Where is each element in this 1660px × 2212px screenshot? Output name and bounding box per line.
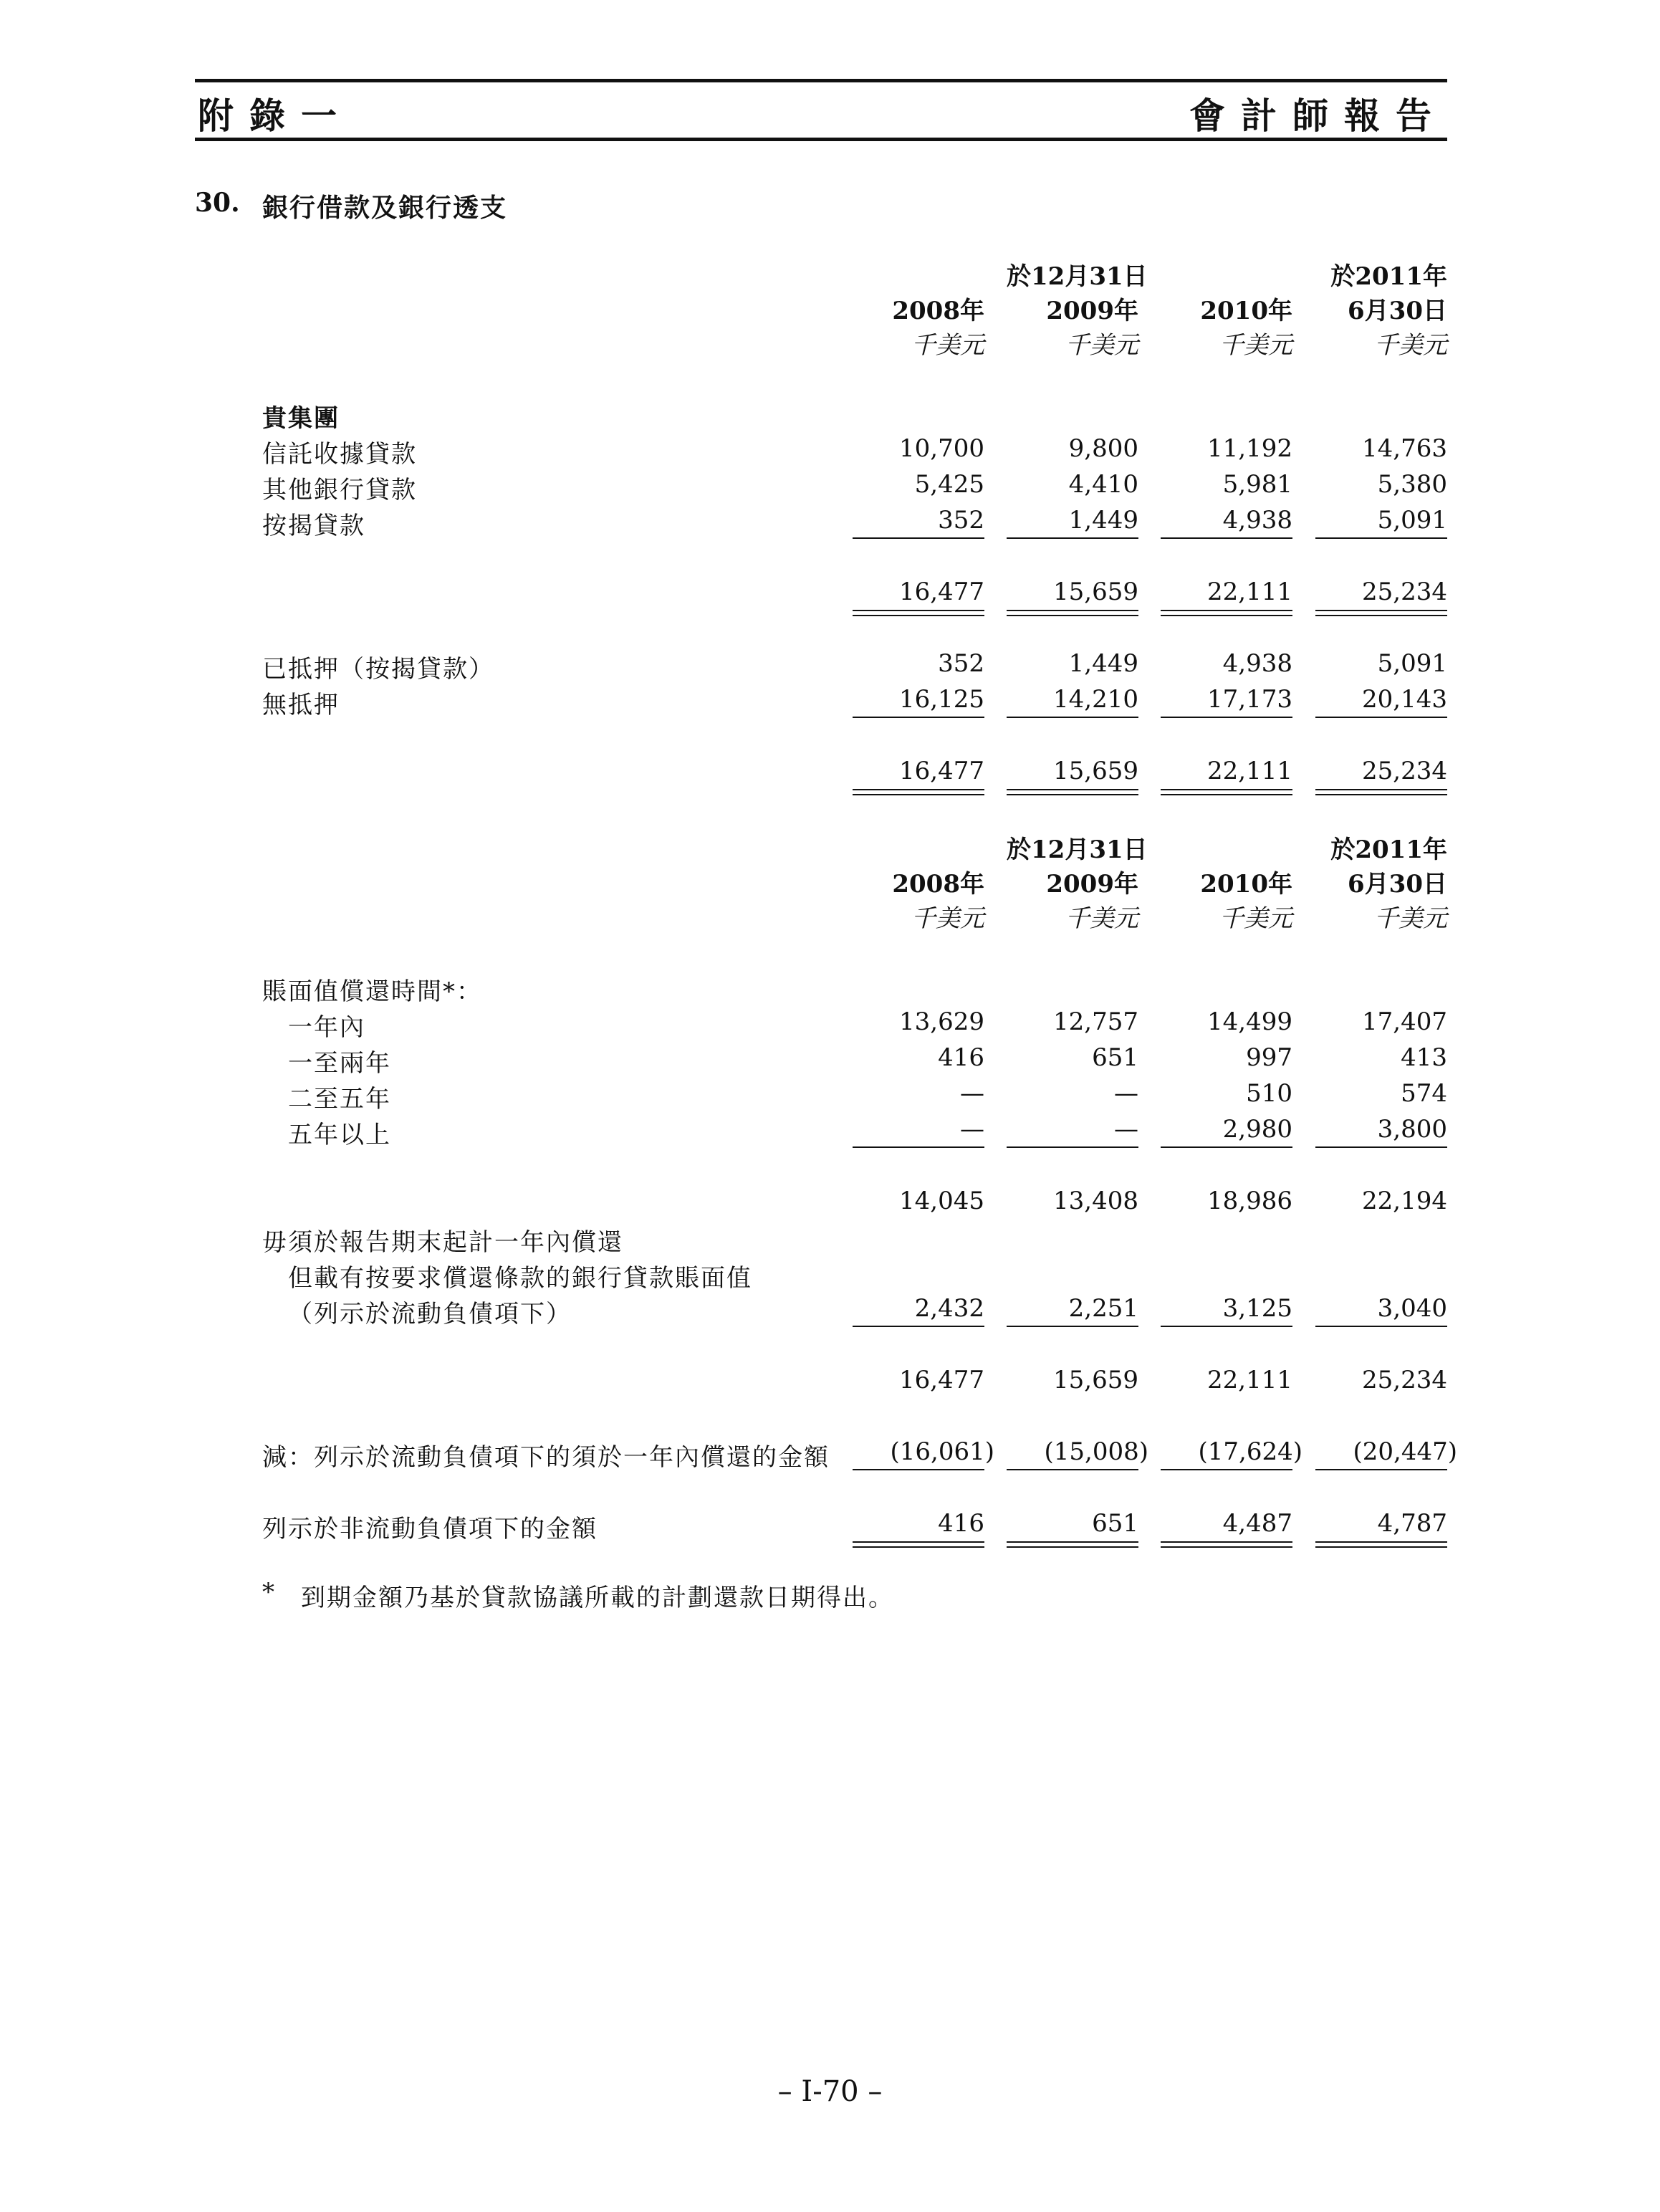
- cell-2008: —: [960, 1079, 984, 1108]
- subtotal-rule: [1315, 717, 1447, 718]
- double-rule: [1315, 789, 1447, 790]
- double-rule: [1315, 615, 1447, 616]
- header-unit: 千美元: [1219, 904, 1292, 933]
- double-rule: [853, 789, 984, 790]
- total-2009: 651: [1092, 1509, 1138, 1538]
- double-rule: [1315, 610, 1447, 611]
- header-year-2010: 2010年: [1200, 870, 1292, 899]
- cell-2011: 5,091: [1377, 506, 1447, 535]
- header-unit: 千美元: [911, 331, 984, 360]
- cell-2008: (16,061): [890, 1437, 994, 1466]
- header-last-label: 於2011年: [1330, 262, 1447, 291]
- row-label: 二至五年: [288, 1085, 391, 1114]
- header-date-2011: 6月30日: [1348, 297, 1447, 325]
- total-2011: 25,234: [1362, 1366, 1447, 1394]
- cell-2011: (20,447): [1353, 1437, 1457, 1466]
- row-label: 信託收據貸款: [262, 440, 417, 469]
- double-rule: [1161, 615, 1292, 616]
- cell-2011: 14,763: [1362, 434, 1447, 463]
- cell-2011: 574: [1401, 1079, 1447, 1108]
- double-rule: [1007, 789, 1138, 790]
- cell-2011: 5,091: [1377, 649, 1447, 678]
- header-unit: 千美元: [911, 904, 984, 933]
- header-rule-top: [195, 79, 1447, 82]
- total-2010: 22,111: [1207, 1366, 1292, 1394]
- header-year-2009: 2009年: [1046, 297, 1138, 325]
- header-year-2008: 2008年: [892, 297, 984, 325]
- subtotal-rule: [1315, 1469, 1447, 1470]
- cell-2008: 352: [938, 506, 984, 535]
- header-date-2011: 6月30日: [1348, 870, 1447, 899]
- double-rule: [1161, 610, 1292, 611]
- cell-2008: 5,425: [914, 470, 984, 499]
- report-title: 會計師報告: [1189, 95, 1447, 137]
- total-2008: 16,477: [899, 1366, 984, 1394]
- subtotal-rule: [853, 537, 984, 539]
- cell-2011: 17,407: [1362, 1007, 1447, 1036]
- subtotal-rule: [853, 1326, 984, 1327]
- cell-2009: 651: [1092, 1043, 1138, 1072]
- double-rule: [853, 610, 984, 611]
- subtotal-rule: [853, 1146, 984, 1148]
- cell-2009: 1,449: [1068, 506, 1138, 535]
- double-rule: [1161, 1541, 1292, 1543]
- header-unit: 千美元: [1065, 904, 1138, 933]
- total-2011: 4,787: [1377, 1509, 1447, 1538]
- subtotal-2010: 18,986: [1207, 1187, 1292, 1215]
- double-rule: [1007, 1546, 1138, 1548]
- cell-2011: 5,380: [1377, 470, 1447, 499]
- row-label: 列示於非流動負債項下的金額: [262, 1515, 598, 1543]
- cell-2009: (15,008): [1044, 1437, 1148, 1466]
- cell-2011: 3,800: [1377, 1115, 1447, 1144]
- cell-2008: 10,700: [899, 434, 984, 463]
- double-rule: [1007, 1541, 1138, 1543]
- row-label-cont: （列示於流動負債項下）: [288, 1300, 572, 1328]
- row-label: 按揭貸款: [262, 512, 365, 540]
- cell-2010: 3,125: [1222, 1294, 1292, 1323]
- subtotal-rule: [853, 717, 984, 718]
- header-year-2010: 2010年: [1200, 297, 1292, 325]
- total-2009: 15,659: [1053, 1366, 1138, 1394]
- cell-2009: 9,800: [1068, 434, 1138, 463]
- row-label: 一至兩年: [288, 1049, 391, 1078]
- double-rule: [853, 794, 984, 795]
- cell-2010: 2,980: [1222, 1115, 1292, 1144]
- subtotal-rule: [1161, 1326, 1292, 1327]
- total-2008: 16,477: [899, 578, 984, 606]
- cell-2010: 11,192: [1207, 434, 1292, 463]
- cell-2010: 510: [1246, 1079, 1292, 1108]
- subtotal-rule: [1007, 1326, 1138, 1327]
- cell-2011: 3,040: [1377, 1294, 1447, 1323]
- header-unit: 千美元: [1374, 904, 1447, 933]
- cell-2011: 20,143: [1362, 685, 1447, 714]
- header-last-label: 於2011年: [1330, 836, 1447, 864]
- total-2010: 22,111: [1207, 757, 1292, 785]
- subtotal-rule: [1161, 1469, 1292, 1470]
- double-rule: [1007, 615, 1138, 616]
- cell-2009: 4,410: [1068, 470, 1138, 499]
- section-number: 30.: [195, 188, 240, 218]
- total-2011: 25,234: [1362, 578, 1447, 606]
- double-rule: [1161, 1546, 1292, 1548]
- subtotal-2008: 14,045: [899, 1187, 984, 1215]
- total-2009: 15,659: [1053, 578, 1138, 606]
- row-label-cont: 但載有按要求償還條款的銀行貸款賬面值: [288, 1264, 752, 1293]
- header-year-2008: 2008年: [892, 870, 984, 899]
- subtotal-rule: [1007, 717, 1138, 718]
- subtotal-rule: [1315, 1326, 1447, 1327]
- double-rule: [1007, 610, 1138, 611]
- cell-2008: —: [960, 1115, 984, 1144]
- double-rule: [1161, 789, 1292, 790]
- double-rule: [1161, 794, 1292, 795]
- total-2008: 16,477: [899, 757, 984, 785]
- row-label: 毋須於報告期末起計一年內償還: [262, 1228, 623, 1257]
- cell-2010: 14,499: [1207, 1007, 1292, 1036]
- total-2011: 25,234: [1362, 757, 1447, 785]
- header-rule-bottom: [195, 138, 1447, 141]
- subtotal-rule: [1161, 1146, 1292, 1148]
- appendix-title: 附錄一: [198, 95, 352, 137]
- subtotal-rule: [1161, 537, 1292, 539]
- cell-2010: 5,981: [1222, 470, 1292, 499]
- row-label: 減：列示於流動負債項下的須於一年內償還的金額: [262, 1443, 830, 1472]
- total-2010: 22,111: [1207, 578, 1292, 606]
- maturity-heading: 賬面值償還時間*：: [262, 977, 482, 1006]
- header-unit: 千美元: [1374, 331, 1447, 360]
- header-unit: 千美元: [1065, 331, 1138, 360]
- row-label: 其他銀行貸款: [262, 476, 417, 504]
- total-2010: 4,487: [1222, 1509, 1292, 1538]
- cell-2011: 413: [1401, 1043, 1447, 1072]
- cell-2008: 416: [938, 1043, 984, 1072]
- double-rule: [1007, 794, 1138, 795]
- subtotal-rule: [853, 1469, 984, 1470]
- header-group-label: 於12月31日: [1007, 836, 1148, 864]
- cell-2010: (17,624): [1198, 1437, 1302, 1466]
- section-title: 銀行借款及銀行透支: [262, 193, 508, 223]
- subtotal-rule: [1161, 717, 1292, 718]
- subtotal-rule: [1315, 537, 1447, 539]
- cell-2010: 4,938: [1222, 506, 1292, 535]
- cell-2010: 997: [1246, 1043, 1292, 1072]
- subtotal-2009: 13,408: [1053, 1187, 1138, 1215]
- cell-2009: 14,210: [1053, 685, 1138, 714]
- footnote-mark: *: [262, 1578, 274, 1607]
- subtotal-rule: [1007, 537, 1138, 539]
- row-label: 已抵押（按揭貸款）: [262, 655, 494, 684]
- cell-2008: 13,629: [899, 1007, 984, 1036]
- total-2009: 15,659: [1053, 757, 1138, 785]
- double-rule: [853, 615, 984, 616]
- header-year-2009: 2009年: [1046, 870, 1138, 899]
- cell-2009: —: [1114, 1079, 1138, 1108]
- header-group-label: 於12月31日: [1007, 262, 1148, 291]
- cell-2008: 2,432: [914, 1294, 984, 1323]
- cell-2008: 16,125: [899, 685, 984, 714]
- cell-2010: 4,938: [1222, 649, 1292, 678]
- header-unit: 千美元: [1219, 331, 1292, 360]
- cell-2010: 17,173: [1207, 685, 1292, 714]
- double-rule: [853, 1546, 984, 1548]
- double-rule: [1315, 1541, 1447, 1543]
- total-2008: 416: [938, 1509, 984, 1538]
- row-label: 無抵押: [262, 691, 340, 719]
- cell-2009: 2,251: [1068, 1294, 1138, 1323]
- double-rule: [1315, 1546, 1447, 1548]
- cell-2009: 1,449: [1068, 649, 1138, 678]
- page-number: – I-70 –: [777, 2075, 883, 2108]
- cell-2009: —: [1114, 1115, 1138, 1144]
- double-rule: [853, 1541, 984, 1543]
- cell-2009: 12,757: [1053, 1007, 1138, 1036]
- subtotal-rule: [1007, 1469, 1138, 1470]
- row-label: 一年內: [288, 1013, 365, 1042]
- row-label: 五年以上: [288, 1121, 391, 1149]
- cell-2008: 352: [938, 649, 984, 678]
- footnote-text: 到期金額乃基於貸款協議所載的計劃還款日期得出。: [301, 1584, 894, 1612]
- subtotal-rule: [1315, 1146, 1447, 1148]
- subtotal-rule: [1007, 1146, 1138, 1148]
- group-heading: 貴集團: [262, 404, 340, 433]
- subtotal-2011: 22,194: [1362, 1187, 1447, 1215]
- double-rule: [1315, 794, 1447, 795]
